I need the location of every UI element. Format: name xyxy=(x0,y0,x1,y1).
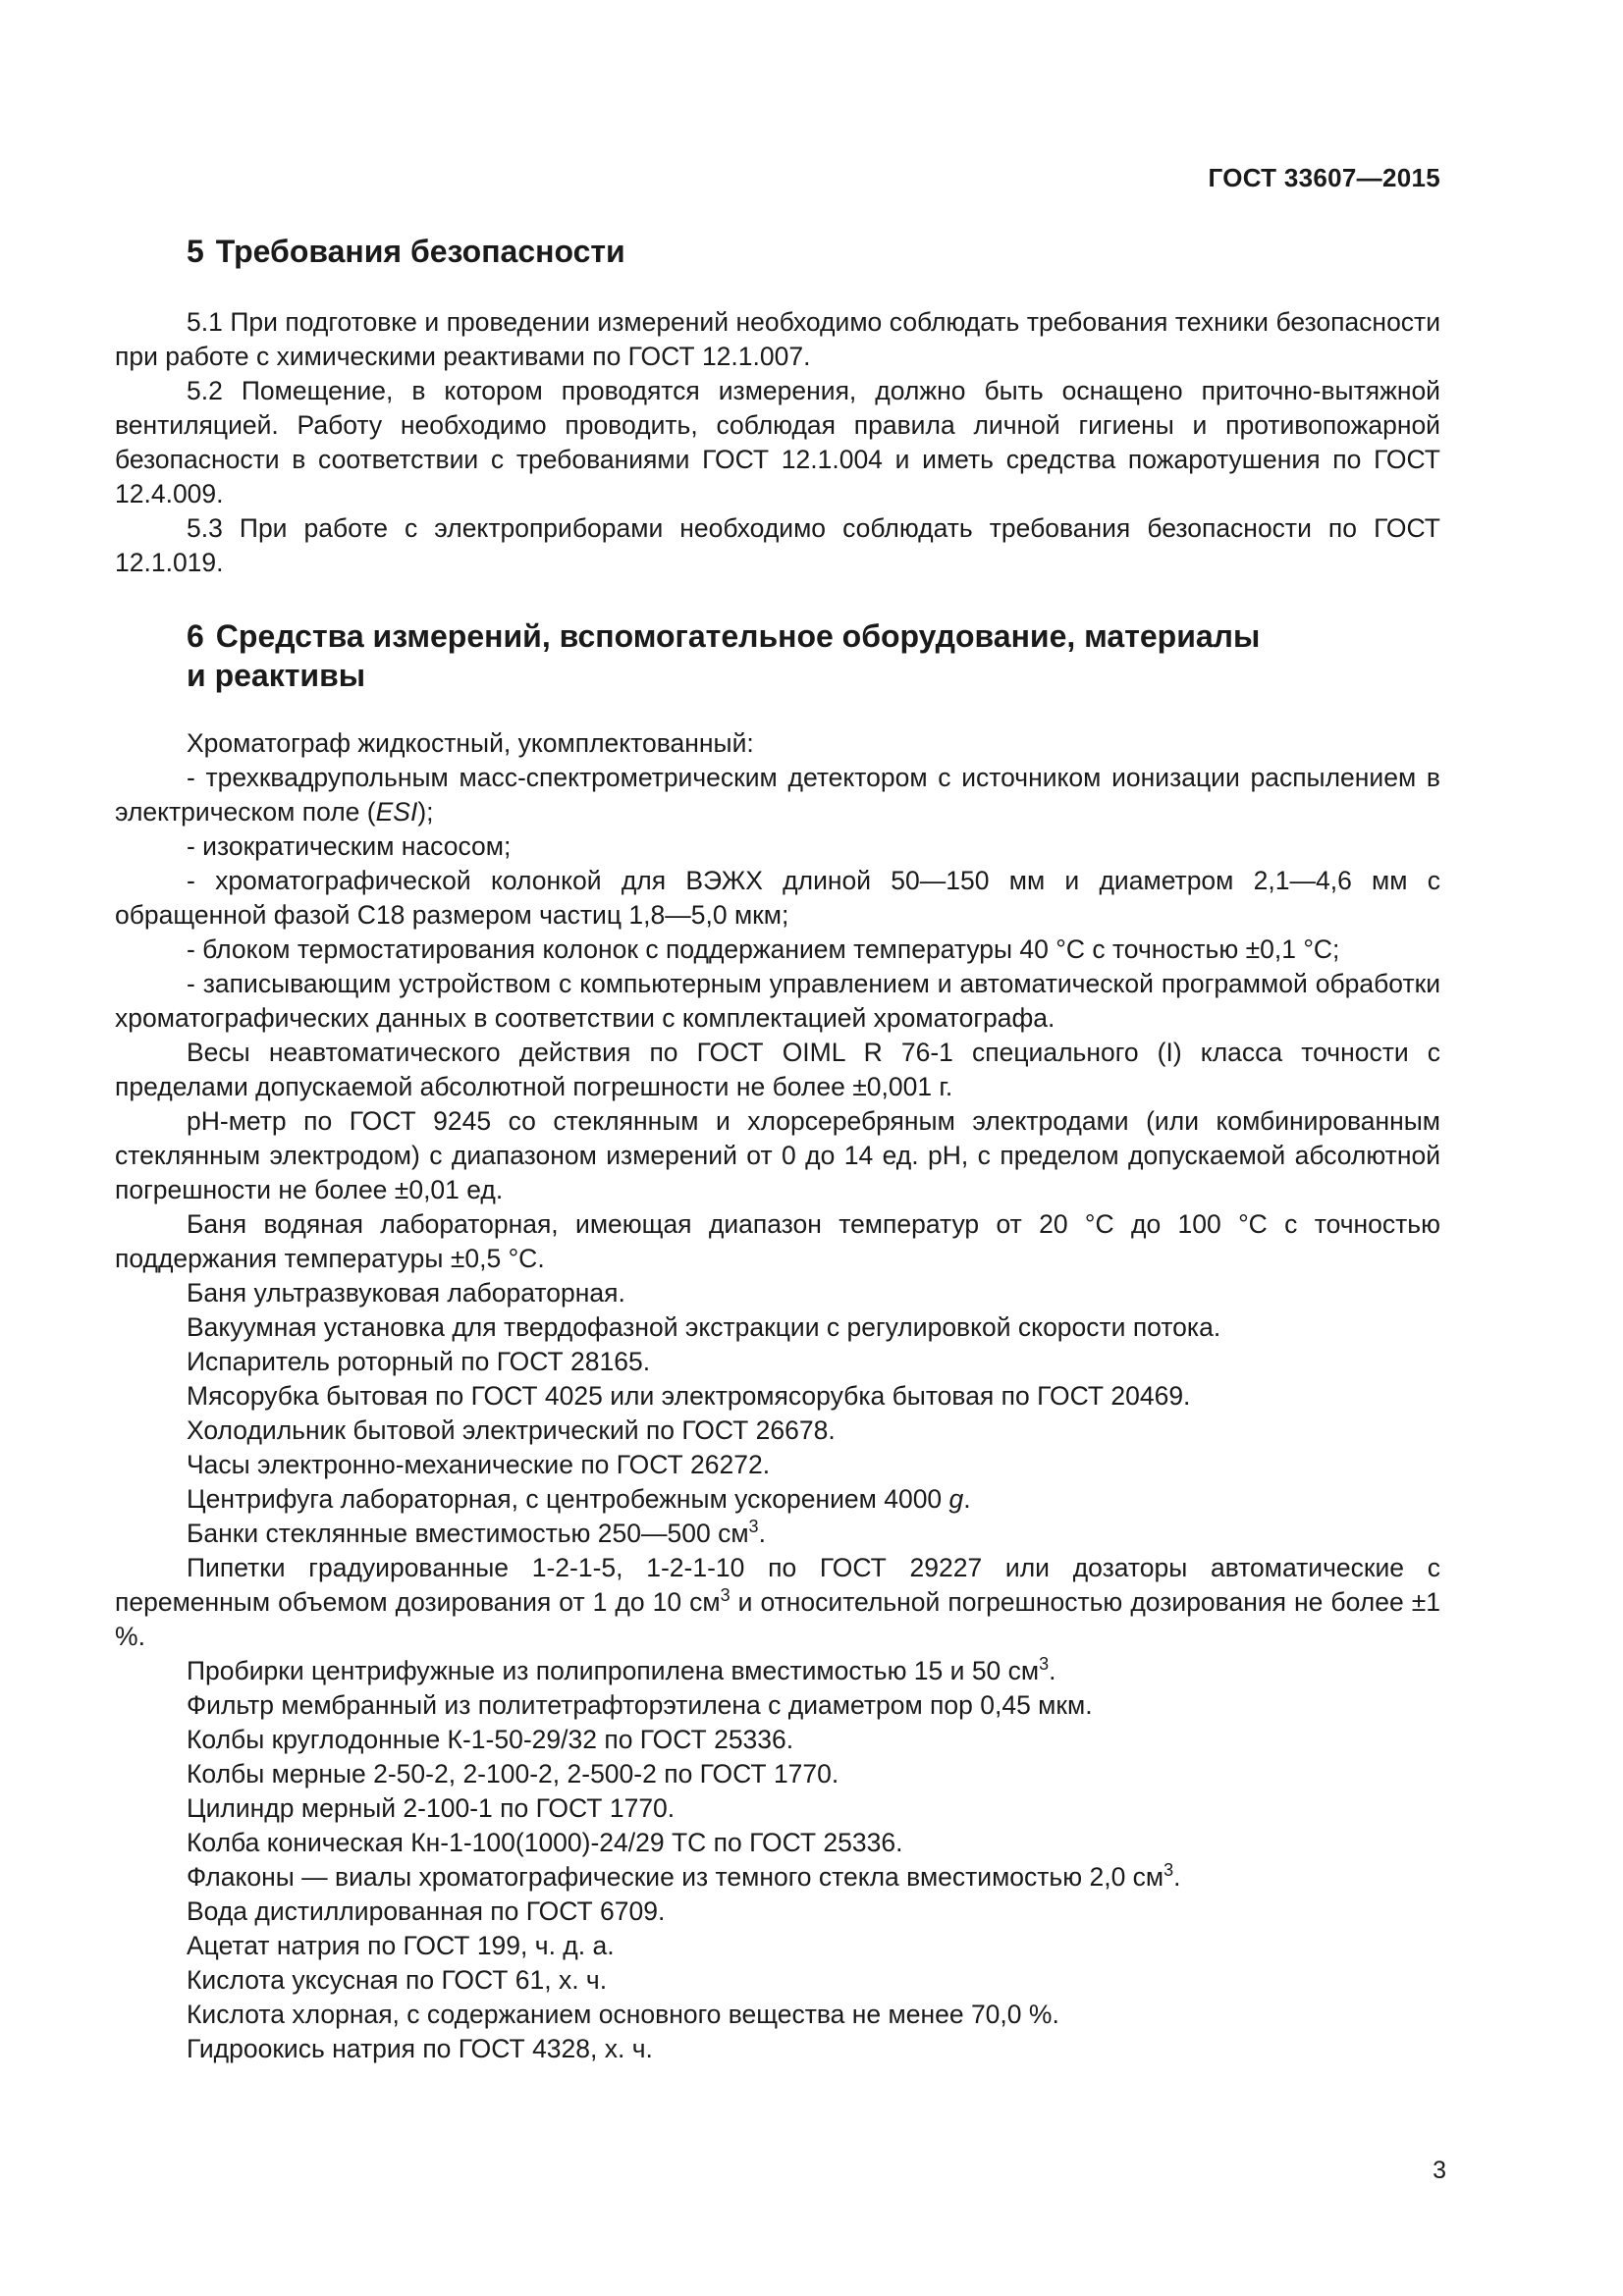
item-clock: Часы электронно-механические по ГОСТ 26272. xyxy=(187,1450,771,1479)
item-perchloric-acid: Кислота хлорная, с содержанием основного вещества не менее 70,0 %. xyxy=(187,2000,1059,2029)
list-item-pump: - изократическим насосом; xyxy=(187,831,512,861)
section-6-number: 6 xyxy=(187,618,204,654)
list-item-thermostat: - блоком термостатирования колонок с поддержанием температуры 40 °С с точностью ±0,1 °С; xyxy=(187,934,1340,964)
item-meat-grinder: Мясорубка бытовая по ГОСТ 4025 или электромясорубка бытовая по ГОСТ 20469. xyxy=(187,1381,1191,1411)
pipettes-superscript: 3 xyxy=(720,1585,730,1605)
vials-text: Флаконы — виалы хроматографические из темного стекла вместимостью 2,0 см xyxy=(187,1862,1164,1892)
paragraph-5-3: 5.3 При работе с электроприборами необходимо соблюдать требования безопасности по ГОСТ 12.1.019. xyxy=(115,513,1440,577)
item-ultrasonic-bath: Баня ультразвуковая лабораторная. xyxy=(187,1278,625,1308)
jars-text: Банки стеклянные вместимостью 250—500 см xyxy=(187,1519,749,1548)
centrifuge-g-unit: g xyxy=(948,1484,964,1514)
paragraph-5-1: 5.1 При подготовке и проведении измерений необходимо соблюдать требования техники безопасности при работе с химическими реактивами по ГОСТ 12.1.007. xyxy=(115,307,1440,371)
item-distilled-water: Вода дистиллированная по ГОСТ 6709. xyxy=(187,1896,666,1926)
item-vacuum-unit: Вакуумная установка для твердофазной экстракции с регулировкой скорости потока. xyxy=(187,1312,1221,1342)
item-centrifuge xyxy=(115,1482,1440,1517)
paragraph-5-2: 5.2 Помещение, в котором проводятся измерения, должно быть оснащено приточно-вытяжной вентиляцией. Работу необходимо проводить, соблюдая правила личной гигиены и противопожарной безопасности в соответствии с требованиями ГОСТ 12.1.004 и иметь средства пожаротушения по ГОСТ 12.4.009. xyxy=(115,376,1440,508)
detector-text-end: ); xyxy=(417,797,434,827)
item-jars xyxy=(115,1517,1440,1551)
centrifuge-text-end: . xyxy=(963,1484,971,1514)
detector-text: - трехквадрупольным масс-спектрометрическим детектором с источником ионизации распылением в электрическом поле ( xyxy=(115,763,1440,827)
item-scales: Весы неавтоматического действия по ГОСТ OIML R 76-1 специального (I) класса точности с пределами допускаемой абсолютной погрешности не более ±0,001 г. xyxy=(115,1038,1440,1101)
section-5-heading xyxy=(115,232,1440,271)
pipettes-text: Пипетки градуированные 1-2-1-5, 1-2-1-10 по ГОСТ 29227 или дозаторы автоматические с переменным объемом дозирования от 1 до 10 см xyxy=(115,1553,1440,1617)
list-item-detector xyxy=(115,761,1440,829)
item-sodium-acetate: Ацетат натрия по ГОСТ 199, ч. д. а. xyxy=(187,1931,615,1960)
item-measuring-flasks: Колбы мерные 2-50-2, 2-100-2, 2-500-2 по ГОСТ 1770. xyxy=(187,1759,839,1789)
item-pipettes xyxy=(115,1551,1440,1654)
item-tubes xyxy=(115,1654,1440,1688)
tubes-text: Пробирки центрифужные из полипропилена вместимостью 15 и 50 см xyxy=(187,1656,1040,1685)
item-round-flasks: Колбы круглодонные К-1-50-29/32 по ГОСТ 25336. xyxy=(187,1725,794,1754)
chromatograph-intro: Хроматограф жидкостный, укомплектованный: xyxy=(187,728,754,758)
item-vials xyxy=(115,1860,1440,1895)
pipettes-text-end: и относительной погрешностью дозирования не более ±1 %. xyxy=(115,1587,1441,1651)
item-sodium-hydroxide: Гидроокись натрия по ГОСТ 4328, х. ч. xyxy=(187,2034,653,2063)
page-number: 3 xyxy=(1433,2157,1446,2184)
section-6-title-line1: Средства измерений, вспомогательное оборудование, материалы xyxy=(215,618,1261,654)
jars-text-end: . xyxy=(758,1519,766,1548)
item-acetic-acid: Кислота уксусная по ГОСТ 61, х. ч. xyxy=(187,1965,608,1995)
tubes-superscript: 3 xyxy=(1039,1654,1050,1674)
list-item-column: - хроматографической колонкой для ВЭЖХ длиной 50—150 мм и диаметром 2,1—4,6 мм с обращенной фазой С18 размером частиц 1,8—5,0 мкм; xyxy=(115,866,1440,930)
vials-text-end: . xyxy=(1173,1862,1181,1892)
section-6-title-line2: и реактивы xyxy=(187,658,366,693)
item-filter: Фильтр мембранный из политетрафторэтилена с диаметром пор 0,45 мкм. xyxy=(187,1690,1093,1720)
item-water-bath: Баня водяная лабораторная, имеющая диапазон температур от 20 °С до 100 °С с точностью поддержания температуры ±0,5 °С. xyxy=(115,1209,1440,1273)
item-rotary-evaporator: Испаритель роторный по ГОСТ 28165. xyxy=(187,1347,651,1376)
esi-abbreviation: ESI xyxy=(375,797,418,827)
item-cylinder: Цилиндр мерный 2-100-1 по ГОСТ 1770. xyxy=(187,1793,676,1823)
jars-superscript: 3 xyxy=(748,1517,759,1536)
centrifuge-text: Центрифуга лабораторная, с центробежным ускорением 4000 xyxy=(187,1484,949,1514)
section-6-heading xyxy=(115,616,1440,695)
list-item-recorder: - записывающим устройством с компьютерным управлением и автоматической программой обработки хроматографических данных в соответствии с комплектацией хроматографа. xyxy=(115,969,1440,1033)
section-5-title: Требования безопасности xyxy=(215,234,625,269)
page-body xyxy=(115,232,1440,2066)
item-refrigerator: Холодильник бытовой электрический по ГОСТ 26678. xyxy=(187,1415,836,1445)
vials-superscript: 3 xyxy=(1163,1860,1174,1880)
item-ph-meter: pH-метр по ГОСТ 9245 со стеклянным и хлорсеребряным электродами (или комбинированным стеклянным электродом) с диапазоном измерений от 0 до 14 ед. pH, с пределом допускаемой абсолютной погрешности не более ±0,01 ед. xyxy=(115,1106,1440,1204)
tubes-text-end: . xyxy=(1049,1656,1056,1685)
item-conical-flask: Колба коническая Кн-1-100(1000)-24/29 ТС по ГОСТ 25336. xyxy=(187,1828,903,1857)
document-code: ГОСТ 33607—2015 xyxy=(1208,163,1440,192)
section-5-number: 5 xyxy=(187,234,204,269)
